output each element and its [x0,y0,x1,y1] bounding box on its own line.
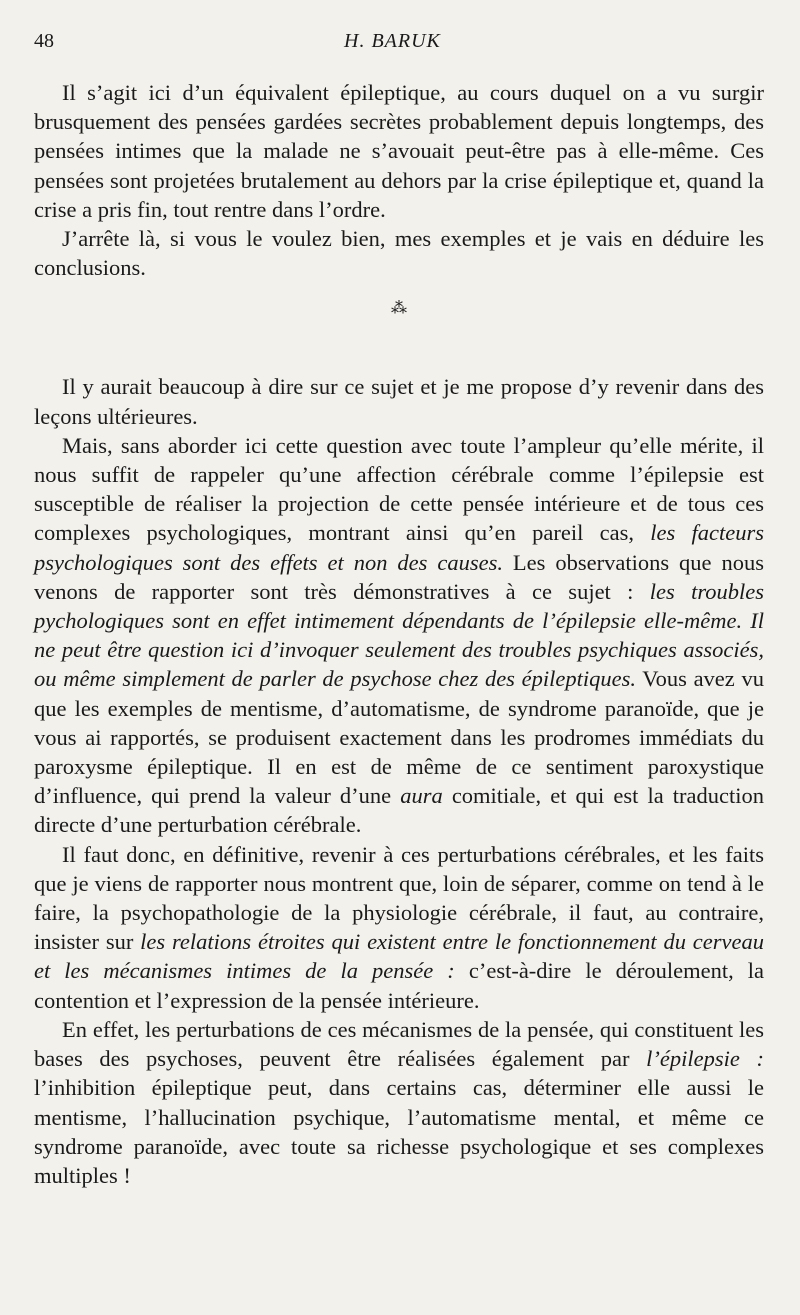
paragraph [34,1015,764,1190]
paragraph: Il y aurait beaucoup à dire sur ce sujet et je me propose d’y revenir dans des leçons ultérieures. [34,374,764,429]
asterism-separator [34,282,764,372]
text-run: En effet, les perturbations de ces mécanismes de la pensée, qui constituent les bases des psychoses, peuvent être réalisées également par [34,1016,764,1072]
paragraph [34,840,764,1015]
running-head: H. BARUK [344,30,441,52]
text-run: comitiale, et qui est la traduction directe d’une perturbation cérébrale. [34,783,764,838]
italic-run: les relations étroites qui existent entre le fonctionnement du cerveau et les mécanismes intimes de la pensée : [34,929,764,984]
italic-run: aura [400,783,443,809]
text-run: Vous avez vu que les exemples de mentisme, d’automatisme, de syndrome paranoïde, que je vous ai rapportés, se produisent exactement dans les prodromes immédiats du paroxysme épileptique. Il en est de même de ce sentiment paroxystique d’influence, qui prend la valeur d’une [34,666,764,809]
text-run: Il faut donc, en définitive, revenir à ces perturbations cérébrales, et les faits que je viens de rapporter nous montrent que, loin de séparer, comme on tend à le faire, la psychopathologie de la physiologie cérébrale, il faut, au contraire, insister sur [34,841,764,955]
paragraph: J’arrête là, si vous le voulez bien, mes exemples et je vais en déduire les conclusions. [34,226,764,281]
italic-run: les troubles pychologiques sont en effet intimement dépendants de l’épilepsie elle-même. Il ne peut être question ici d’invoquer seulement des troubles psychiques associés, ou même simplement de parler de psychose chez des épileptiques. [34,578,764,692]
paragraph: Il s’agit ici d’un équivalent épileptique, au cours duquel on a vu surgir brusquement des pensées gardées secrètes probablement depuis longtemps, des pensées intimes que la malade ne s’avouait peut-être pas à elle-même. Ces pensées sont projetées brutalement au dehors par la crise épileptique et, quand la crise a pris fin, tout rentre dans l’ordre. [34,80,764,222]
text-run: l’inhibition épileptique peut, dans certains cas, déterminer elle aussi le mentisme, l’hallucination psychique, l’automatisme mental, et même ce syndrome paranoïde, avec toute sa richesse psychologique et ses complexes multiples ! [34,1075,764,1188]
page-number: 48 [34,30,54,52]
asterism-icon: ⁂ [391,300,407,318]
italic-run: l’épilepsie : [646,1046,764,1072]
italic-run: les facteurs psychologiques sont des effets et non des causes. [34,520,764,575]
body-text [34,78,764,1190]
paragraph [34,431,764,840]
text-run: c’est-à-dire le déroulement, la contention et l’expression de la pensée intérieure. [34,958,765,1013]
text-run: Mais, sans aborder ici cette question avec toute l’ampleur qu’elle mérite, il nous suffit de rappeler qu’une affection cérébrale comme l’épilepsie est susceptible de réaliser la projection de cette pensée intérieure et de tous ces complexes psychologiques, montrant ainsi qu’en pareil cas, [34,432,764,546]
page-header [34,30,764,60]
text-run: Les observations que nous venons de rapporter sont très démonstratives à ce sujet : [34,549,764,604]
